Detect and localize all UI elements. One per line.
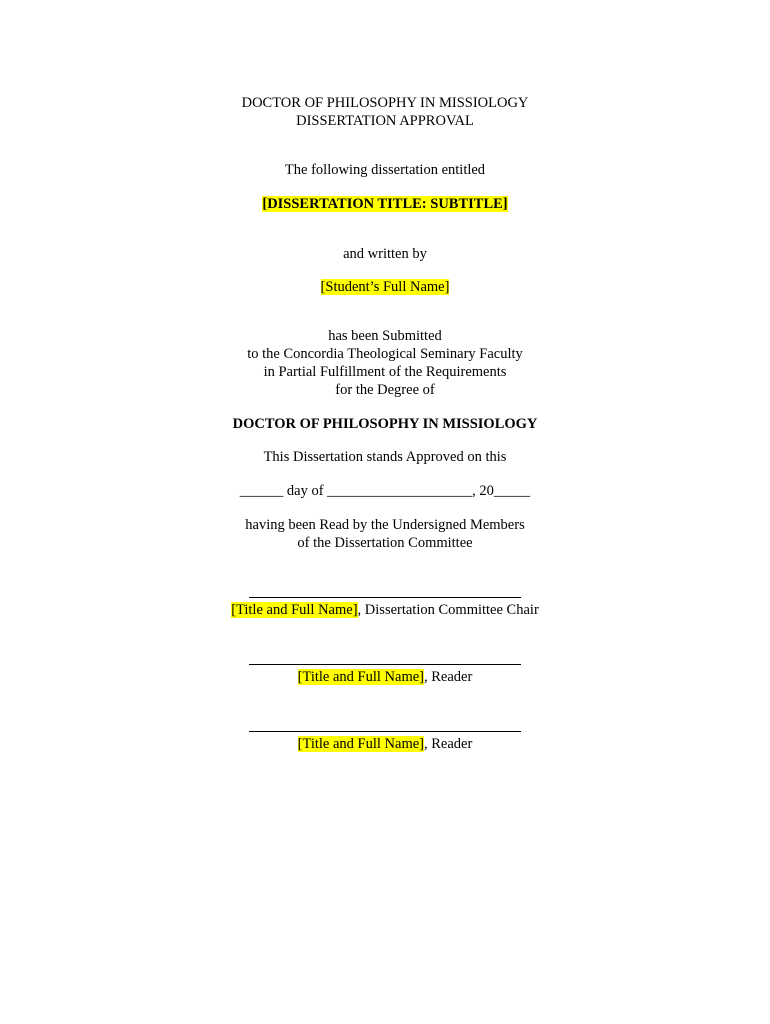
written-by-text: and written by <box>343 246 427 262</box>
reader-2-name-placeholder[interactable]: [Title and Full Name] <box>297 736 425 752</box>
dissertation-title-placeholder[interactable]: [DISSERTATION TITLE: SUBTITLE] <box>262 196 508 212</box>
submitted-line-3: in Partial Fulfillment of the Requirements <box>263 364 507 380</box>
reader-1-role-label: , Reader <box>424 669 473 685</box>
signature-line-reader-1[interactable] <box>249 664 521 665</box>
date-blank-line[interactable]: ______ day of ____________________, 20_____ <box>239 483 531 499</box>
dissertation-title-line <box>0 195 770 213</box>
signature-caption-reader-2 <box>0 735 770 753</box>
heading-line-1: DOCTOR OF PHILOSOPHY IN MISSIOLOGY <box>241 95 529 111</box>
reader-2-role-label: , Reader <box>424 736 473 752</box>
intro-text: The following dissertation entitled <box>284 162 486 178</box>
approved-text: This Dissertation stands Approved on this <box>263 449 507 465</box>
read-by-line-2: of the Dissertation Committee <box>297 535 473 551</box>
heading-line-2: DISSERTATION APPROVAL <box>296 113 474 129</box>
signature-caption-chair <box>0 601 770 619</box>
reader-1-name-placeholder[interactable]: [Title and Full Name] <box>297 669 425 685</box>
submitted-line-2: to the Concordia Theological Seminary Faculty <box>247 346 523 362</box>
signature-caption-reader-1 <box>0 668 770 686</box>
degree-title: DOCTOR OF PHILOSOPHY IN MISSIOLOGY <box>232 416 538 432</box>
student-name-line <box>0 278 770 296</box>
chair-role-label: , Dissertation Committee Chair <box>357 602 539 618</box>
signature-line-reader-2[interactable] <box>249 731 521 732</box>
student-name-placeholder[interactable]: [Student’s Full Name] <box>320 279 450 295</box>
chair-name-placeholder[interactable]: [Title and Full Name] <box>231 602 358 618</box>
read-by-line-1: having been Read by the Undersigned Members <box>245 517 525 533</box>
submitted-line-1: has been Submitted <box>328 328 442 344</box>
signature-line-chair[interactable] <box>249 597 521 598</box>
submitted-line-4: for the Degree of <box>335 382 435 398</box>
